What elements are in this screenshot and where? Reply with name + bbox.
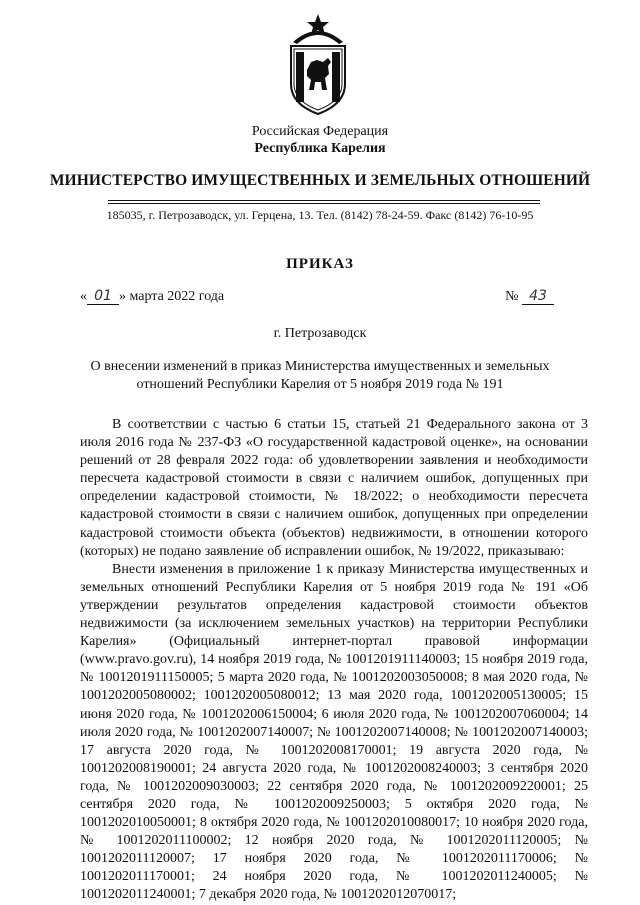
date-text: » марта 2022 года xyxy=(119,289,225,304)
karelia-coat-of-arms-icon xyxy=(281,12,355,116)
document-body xyxy=(80,416,588,905)
header-divider-thin xyxy=(108,203,540,204)
country-name: Российская Федерация xyxy=(251,124,389,139)
ministry-name: МИНИСТЕРСТВО ИМУЩЕСТВЕННЫХ И ЗЕМЕЛЬНЫХ ОТНОШЕНИЙ xyxy=(49,172,591,189)
handwritten-day: 01 xyxy=(87,288,119,305)
republic-name: Республика Карелия xyxy=(254,141,386,156)
body-paragraph: В соответствии с частью 6 статьи 15, статьей 21 Федерального закона от 3 июля 2016 года № 237-ФЗ «О государственной кадастровой оценке», на основании решений от 28 февраля 2022 года: об удовлетворении заявления и необходимости пересчета кадастровой стоимости в связи с наличием ошибок, допущенных при определении кадастровой стоимости, № 18/2022; о необходимости пересчета кадастровой стоимости в связи с наличием ошибок, допущенных при определении кадастровой стоимости объекта (объектов) недвижимости, в отношении которого (которых) не подано заявление об исправлении ошибок, № 19/2022, приказываю: xyxy=(80,417,588,559)
body-paragraph: Внести изменения в приложение 1 к приказу Министерства имущественных и земельных отношений Республики Карелия от 5 ноября 2019 года № 191 «Об утверждении результатов определения кадастровой стоимости объектов недвижимости (за исключением земельных участков) на территории Республики Карелия» (Официальный интернет-портал правовой информации (www.pravo.gov.ru), 14 ноября 2019 года, № 1001201911140003; 15 ноября 2019 года, № 1001201911150005; 5 марта 2020 года, № 1001202003050008; 8 мая 2020 года, № 1001202005080002; 1001202005080012; 13 мая 2020 года, 1001202005130005; 15 июня 2020 года, № 1001202006150004; 6 июля 2020 года, № 1001202007060004; 14 июля 2020 года, № 1001202007140007; № 1001202007140008; № 1001202007140003; 17 августа 2020 года, № 1001202008170001; 19 августа 2020 года, № 1001202008190001; 24 августа 2020 года, № 1001202008240003; 3 сентября 2020 года, № 1001202009030003; 22 сентября 2020 года, № 1001202009220001; 25 сентября 2020 года, № 1001202009250003; 5 октября 2020 года, № 1001202010050001; 8 октября 2020 года, № 1001202010080017; 10 ноября 2020 года, № 1001202011100002; 12 ноября 2020 года, № 1001202011120005; № 1001202011120007; 17 ноября 2020 года, № 1001202011170006; № 1001202011170001; 24 ноября 2020 года, № 1001202011240005; № 1001202011240001; 7 декабря 2020 года, № 1001202012070017; xyxy=(80,561,588,903)
handwritten-number: 43 xyxy=(522,288,554,305)
order-subject: О внесении изменений в приказ Министерства имущественных и земельных отношений Республики Карелия от 5 ноября 2019 года № 191 xyxy=(90,359,550,392)
city: г. Петрозаводск xyxy=(273,326,367,341)
header-divider xyxy=(108,200,540,201)
order-number xyxy=(505,288,554,305)
document-title: ПРИКАЗ xyxy=(286,256,354,272)
number-prefix: № xyxy=(505,289,519,304)
ministry-address: 185035, г. Петрозаводск, ул. Герцена, 13. Тел. (8142) 78-24-59. Факс (8142) 76-10-95 xyxy=(106,208,534,222)
date-open-quote: « xyxy=(80,289,87,304)
order-date xyxy=(80,288,224,305)
